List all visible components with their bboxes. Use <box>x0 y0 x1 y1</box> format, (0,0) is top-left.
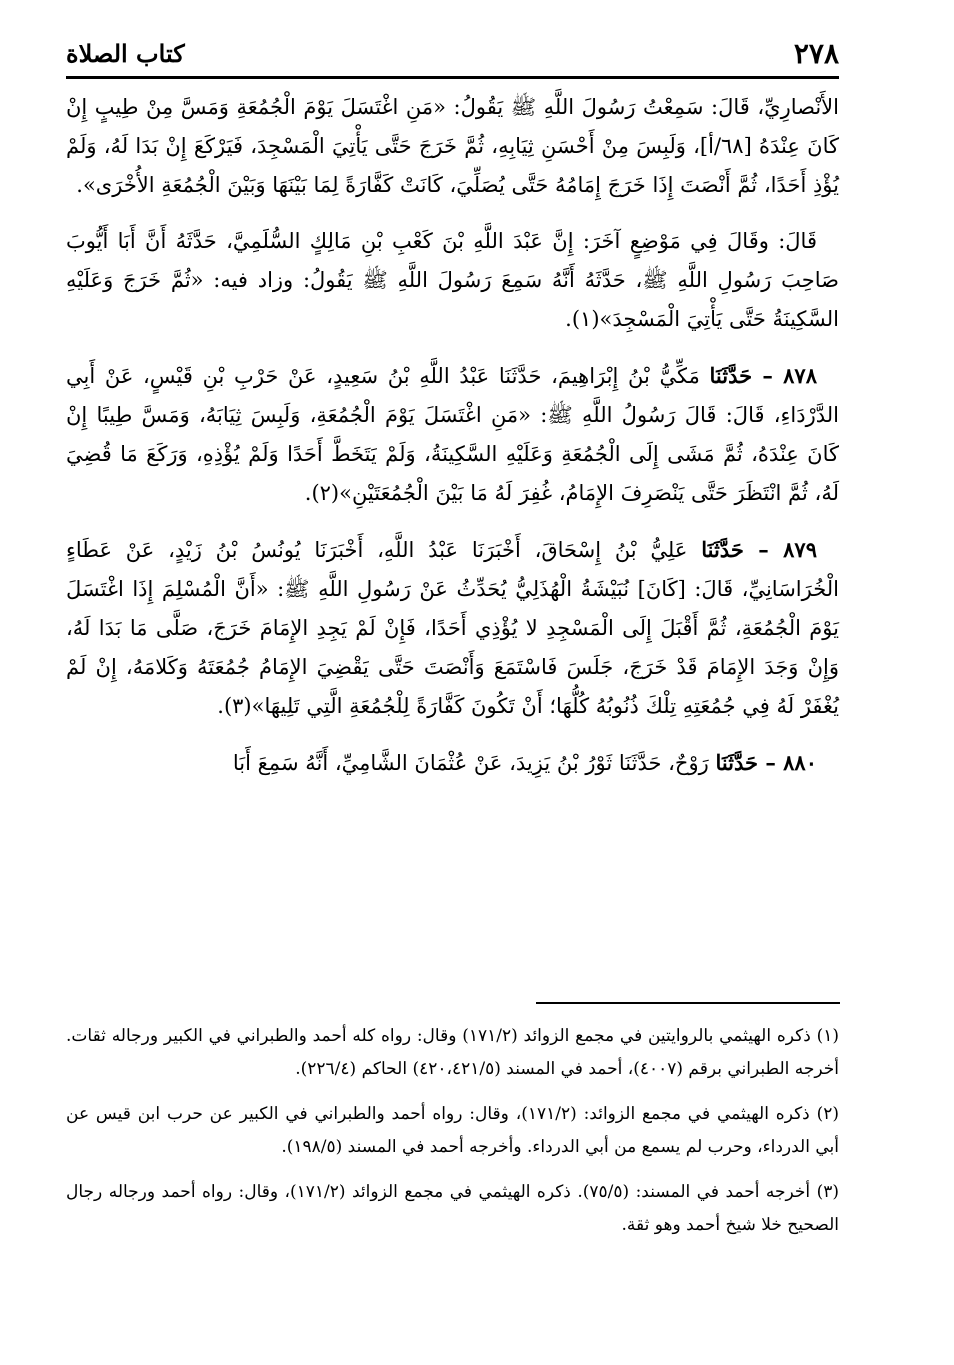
footnote-3: (٣) أخرجه أحمد في المسند: (٧٥/٥). ذكره الهيثمي في مجمع الزوائد (١٧١/٢)، وقال: رواه أحمد ورجاله رجال الصحيح خلا شيخ أحمد وهو ثقة. <box>66 1182 839 1235</box>
page-header <box>66 30 839 79</box>
hadith-880 <box>66 743 839 783</box>
footnote-1: (١) ذكره الهيثمي بالروايتين في مجمع الزوائد (١٧١/٢) وقال: رواه كله أحمد والطبراني في الكبير ورجاله ثقات. أخرجه الطبراني برقم (٤٠٠٧)، أحمد في المسند (٤٢٠،٤٢١/٥) الحاكم (٢٢٦/٤). <box>66 1026 840 1079</box>
hadith-879-text: عَلِيُّ بْنُ إِسْحَاقَ، أَخْبَرَنَا عَبْدُ اللَّهِ، أَخْبَرَنَا يُونُسُ بْنُ زَيْدٍ، عَنْ عَطَاءٍ الْخُرَاسَانِيِّ، قَالَ: [كَانَ] نُبَيْشَةُ الْهُذَلِيُّ يُحَدِّثُ عَنْ رَسُولِ اللَّهِ ﷺ: «أَنَّ الْمُسْلِمَ إِذَا اغْتَسَلَ يَوْمَ الْجُمُعَةِ، ثُمَّ أَقْبَلَ إِلَى الْمَسْجِدِ لا يُؤْذِي أَحَدًا، فَإِنْ لَمْ يَجِدِ الإِمَامَ خَرَجَ، صَلَّى مَا بَدَا لَهُ، وَإِنْ وَجَدَ الإِمَامَ قَدْ خَرَجَ، جَلَسَ فَاسْتَمَعَ وَأَنْصَتَ حَتَّى يَقْضِيَ الإِمَامُ جُمُعَتَهُ وَكَلامَهُ، إِنْ لَمْ يُغْفَرْ لَهُ فِي جُمُعَتِهِ تِلْكَ ذُنُوبُهُ كُلُّهَا؛ أَنْ تَكُونَ كَفَّارَةً لِلْجُمُعَةِ الَّتِي تَلِيهَا»(٣). <box>66 538 839 718</box>
page-number: ٢٧٨ <box>793 36 839 70</box>
hadith-878-number: ٨٧٨ – حَدَّثَنَا <box>709 363 817 388</box>
hadith-878 <box>66 356 839 513</box>
paragraph-other-narration: قَالَ: وقَالَ فِي مَوْضِعٍ آخَرَ: إِنَّ عَبْدَ اللَّهِ بْنَ كَعْبِ بْنِ مَالِكٍ السُّلَمِيَّ، حَدَّثَهُ أَنَّ أَبَا أَيُّوبَ صَاحِبَ رَسُولِ اللَّهِ ﷺ، حَدَّثَهُ أَنَّهُ سَمِعَ رَسُولَ اللَّهِ ﷺ يَقُولُ: وزاد فيه: «ثُمَّ خَرَجَ وَعَلَيْهِ السَّكِينَةُ حَتَّى يَأْتِيَ الْمَسْجِدَ»(١). <box>66 229 839 331</box>
hadith-880-text: رَوْحٌ، حَدَّثَنَا ثَوْرُ بْنُ يَزِيدَ، عَنْ عُثْمَانَ الشَّامِيِّ، أَنَّهُ سَمِعَ أَبَا <box>232 751 709 775</box>
hadith-878-text: مَكِّيُّ بْنُ إِبْرَاهِيمَ، حَدَّثَنَا عَبْدُ اللَّهِ بْنُ سَعِيدٍ، عَنْ حَرْبِ بْنِ قَيْسٍ، عَنْ أَبِي الدَّرْدَاءِ، قَالَ: قَالَ رَسُولُ اللَّهِ ﷺ: «مَنِ اغْتَسَلَ يَوْمَ الْجُمُعَةِ، وَلَبِسَ ثِيَابَهُ، وَمَسَّ طِيبًا إِنْ كَانَ عِنْدَهُ، ثُمَّ مَشَى إِلَى الْجُمُعَةِ وَعَلَيْهِ السَّكِينَةُ، وَلَمْ يَتَخَطَّ أَحَدًا وَلَمْ يُؤْذِهِ، وَرَكَعَ مَا قُضِيَ لَهُ، ثُمَّ انْتَظَرَ حَتَّى يَنْصَرِفَ الإِمَامُ، غُفِرَ لَهُ مَا بَيْنَ الْجُمُعَتَيْنِ»(٢). <box>66 364 839 505</box>
paragraph-continuation: الأَنْصارِيِّ، قَالَ: سَمِعْتُ رَسُولَ اللَّهِ ﷺ يَقُولُ: «مَنِ اغْتَسَلَ يَوْمَ الْجُمُعَةِ وَمَسَّ مِنْ طِيبٍ إِنْ كَانَ عِنْدَهُ [٦٨/أ]، وَلَبِسَ مِنْ أَحْسَنِ ثِيَابِهِ، ثُمَّ خَرَجَ حَتَّى يَأْتِيَ الْمَسْجِدَ، فَيَرْكَعَ إِنْ بَدَا لَهُ، وَلَمْ يُؤْذِ أَحَدًا، ثُمَّ أَنْصَتَ إِذَا خَرَجَ إِمَامُهُ حَتَّى يُصَلِّيَ، كَانَتْ كَفَّارَةً لِمَا بَيْنَهَا وَبَيْنَ الْجُمُعَةِ الأُخْرَى». <box>66 95 839 197</box>
footnote-2: (٢) ذكره الهيثمي في مجمع الزوائد: (١٧١/٢)، وقال: رواه أحمد والطبراني في الكبير عن حرب ابن قيس عن أبي الدرداء، وحرب لم يسمع من أبي الدرداء. وأخرجه أحمد في المسند (١٩٨/٥). <box>66 1104 839 1157</box>
footnotes <box>66 1020 839 1254</box>
hadith-880-number: ٨٨٠ – حَدَّثَنَا <box>715 750 817 775</box>
main-text <box>66 88 839 800</box>
footnote-separator <box>536 1002 840 1004</box>
hadith-879 <box>66 530 839 726</box>
hadith-879-number: ٨٧٩ – حَدَّثَنَا <box>701 537 817 562</box>
chapter-title: كتاب الصلاة <box>66 38 185 68</box>
